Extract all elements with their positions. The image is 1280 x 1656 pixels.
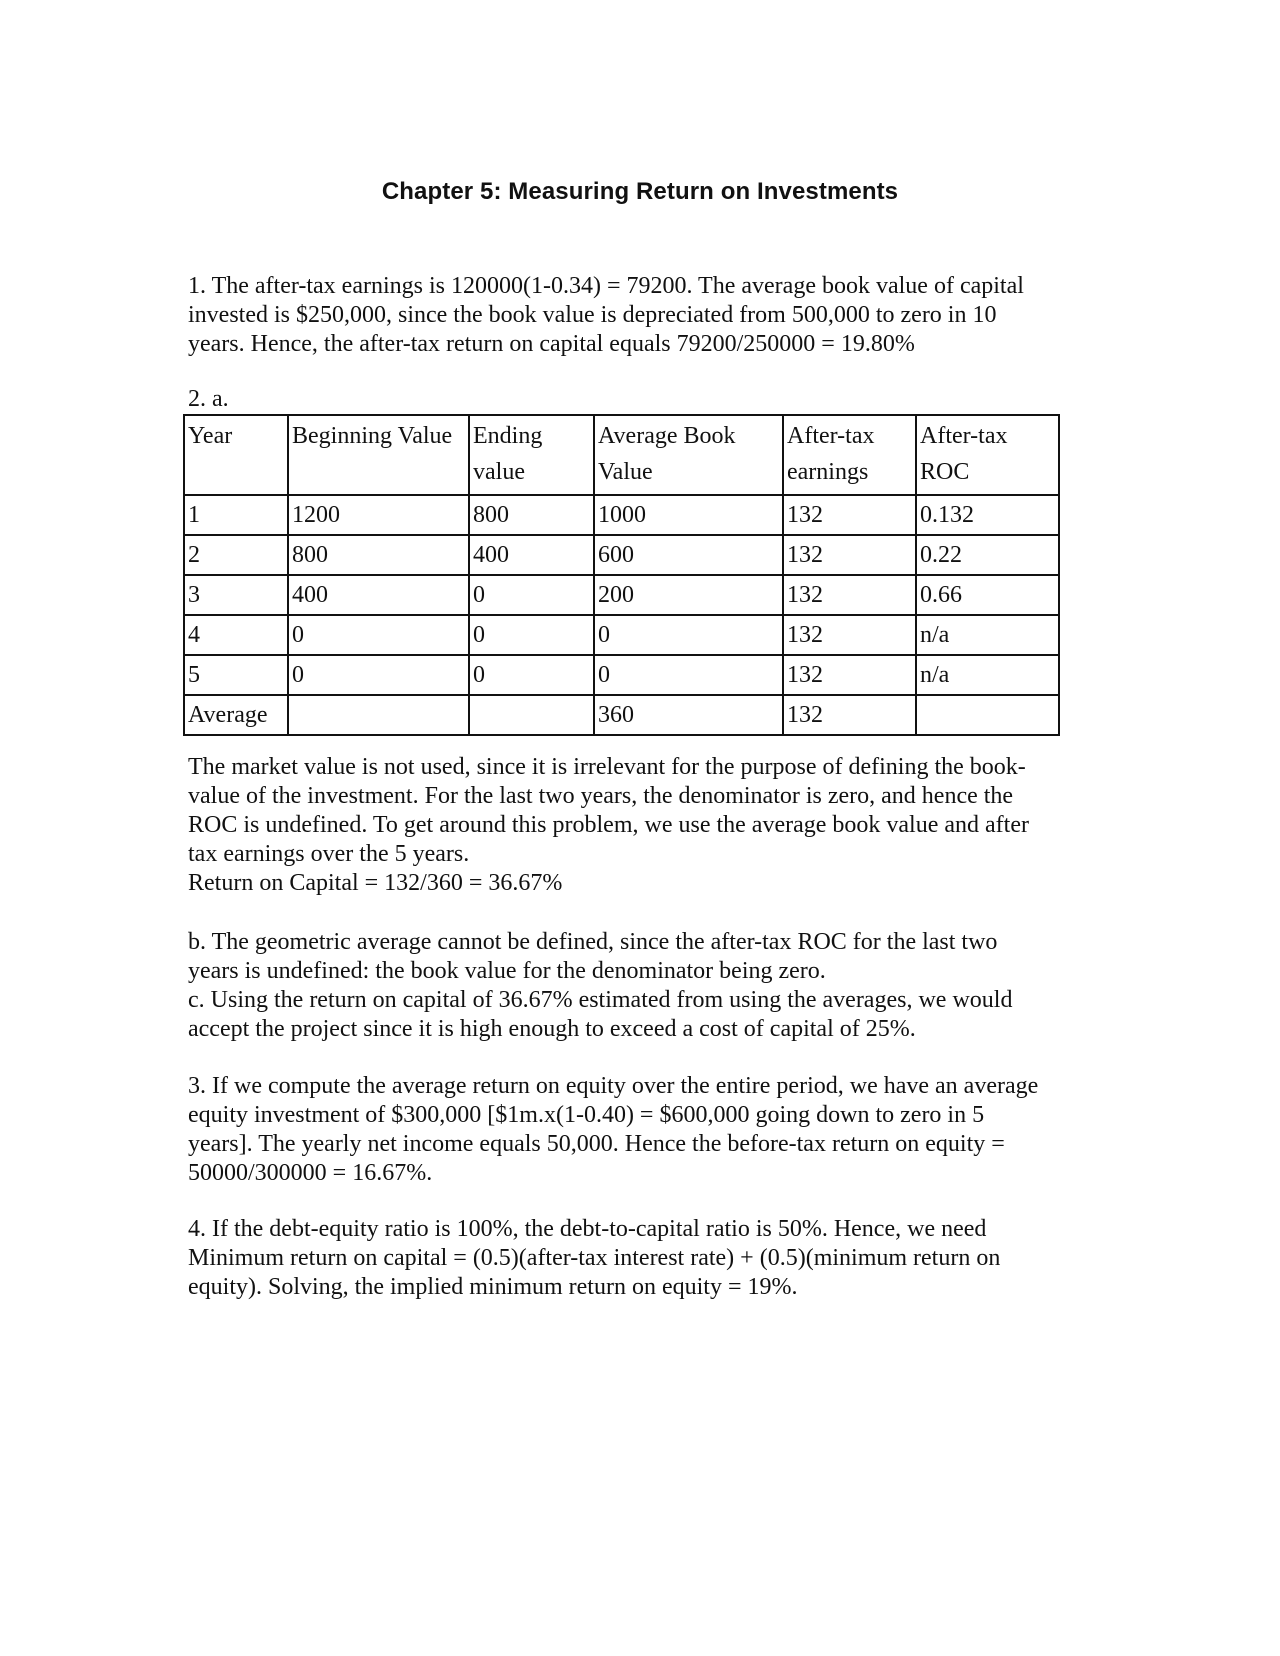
table-cell: 132: [783, 535, 916, 575]
table-cell: 360: [594, 695, 783, 735]
table-cell: [469, 695, 594, 735]
answer-3-line: equity investment of $300,000 [$1m.x(1-0.40) = $600,000 going down to zero in 5: [188, 1102, 985, 1128]
header-after-tax-roc: After-tax ROC: [916, 415, 1059, 495]
table-cell: 400: [288, 575, 469, 615]
table-cell: 200: [594, 575, 783, 615]
table-cell: n/a: [916, 615, 1059, 655]
answer-3-line: 50000/300000 = 16.67%.: [188, 1160, 433, 1186]
answer-2bc-line: accept the project since it is high enough to exceed a cost of capital of 25%.: [188, 1016, 916, 1042]
table-row: [184, 575, 1059, 615]
table-cell: 0: [469, 575, 594, 615]
answer-4-line: 4. If the debt-equity ratio is 100%, the debt-to-capital ratio is 50%. Hence, we need: [188, 1216, 987, 1242]
table-cell: [288, 695, 469, 735]
header-average-book-value: Average Book Value: [594, 415, 783, 495]
header-year: Year: [184, 415, 288, 495]
table-cell: 800: [469, 495, 594, 535]
table-cell: 0: [469, 615, 594, 655]
table-row: [184, 615, 1059, 655]
table-cell: 400: [469, 535, 594, 575]
answer-2a-label: 2. a.: [188, 386, 229, 412]
table-cell: 2: [184, 535, 288, 575]
answer-2bc-line: b. The geometric average cannot be defined, since the after-tax ROC for the last two: [188, 929, 998, 955]
table-cell: 1: [184, 495, 288, 535]
header-ending-value: Ending value: [469, 415, 594, 495]
table-cell: 0: [288, 655, 469, 695]
answer-2a-line: ROC is undefined. To get around this problem, we use the average book value and after: [188, 812, 1029, 838]
table-cell: 0.22: [916, 535, 1059, 575]
table-cell: 0.66: [916, 575, 1059, 615]
table-cell: Average: [184, 695, 288, 735]
answer-2bc-line: years is undefined: the book value for the denominator being zero.: [188, 958, 826, 984]
answer-2a-line: tax earnings over the 5 years.: [188, 841, 470, 867]
table-cell: 3: [184, 575, 288, 615]
table-row: [184, 655, 1059, 695]
answer-2a-text: [188, 753, 1088, 898]
table-cell: 132: [783, 575, 916, 615]
table-cell: 132: [783, 495, 916, 535]
table-cell: 800: [288, 535, 469, 575]
table-cell: 1000: [594, 495, 783, 535]
answer-3-line: years]. The yearly net income equals 50,000. Hence the before-tax return on equity =: [188, 1131, 1005, 1157]
table-row-average: [184, 695, 1059, 735]
table-cell: 0: [288, 615, 469, 655]
table-cell: 132: [783, 655, 916, 695]
table-cell: 4: [184, 615, 288, 655]
table-row: [184, 495, 1059, 535]
table-cell: 0: [594, 655, 783, 695]
roc-table: [183, 414, 1060, 736]
table-cell: 600: [594, 535, 783, 575]
table-cell: [916, 695, 1059, 735]
table-cell: 0.132: [916, 495, 1059, 535]
answer-4-line: Minimum return on capital = (0.5)(after-tax interest rate) + (0.5)(minimum return on: [188, 1245, 1001, 1271]
header-beginning-value: Beginning Value: [288, 415, 469, 495]
answer-1: [188, 272, 1088, 359]
table-cell: 0: [469, 655, 594, 695]
answer-3-line: 3. If we compute the average return on equity over the entire period, we have an average: [188, 1073, 1039, 1099]
table-cell: 132: [783, 695, 916, 735]
header-after-tax-earnings: After-tax earnings: [783, 415, 916, 495]
table-header-row: [184, 415, 1059, 495]
answer-2a-line: Return on Capital = 132/360 = 36.67%: [188, 870, 563, 896]
table-row: [184, 535, 1059, 575]
answer-3: [188, 1072, 1088, 1188]
answer-2bc: [188, 928, 1088, 1044]
table-cell: 5: [184, 655, 288, 695]
answer-1-line: 1. The after-tax earnings is 120000(1-0.34) = 79200. The average book value of capital: [188, 273, 1024, 299]
answer-1-line: invested is $250,000, since the book value is depreciated from 500,000 to zero in 10: [188, 302, 997, 328]
answer-4: [188, 1215, 1088, 1302]
table-cell: 0: [594, 615, 783, 655]
answer-2bc-line: c. Using the return on capital of 36.67% estimated from using the averages, we would: [188, 987, 1013, 1013]
page-title: Chapter 5: Measuring Return on Investments: [381, 178, 899, 205]
table-cell: 132: [783, 615, 916, 655]
table-cell: n/a: [916, 655, 1059, 695]
answer-4-line: equity). Solving, the implied minimum return on equity = 19%.: [188, 1274, 798, 1300]
answer-2a-line: value of the investment. For the last two years, the denominator is zero, and hence the: [188, 783, 1014, 809]
answer-2a-line: The market value is not used, since it is irrelevant for the purpose of defining the book-: [188, 754, 1026, 780]
answer-1-line: years. Hence, the after-tax return on capital equals 79200/250000 = 19.80%: [188, 331, 915, 357]
table-cell: 1200: [288, 495, 469, 535]
